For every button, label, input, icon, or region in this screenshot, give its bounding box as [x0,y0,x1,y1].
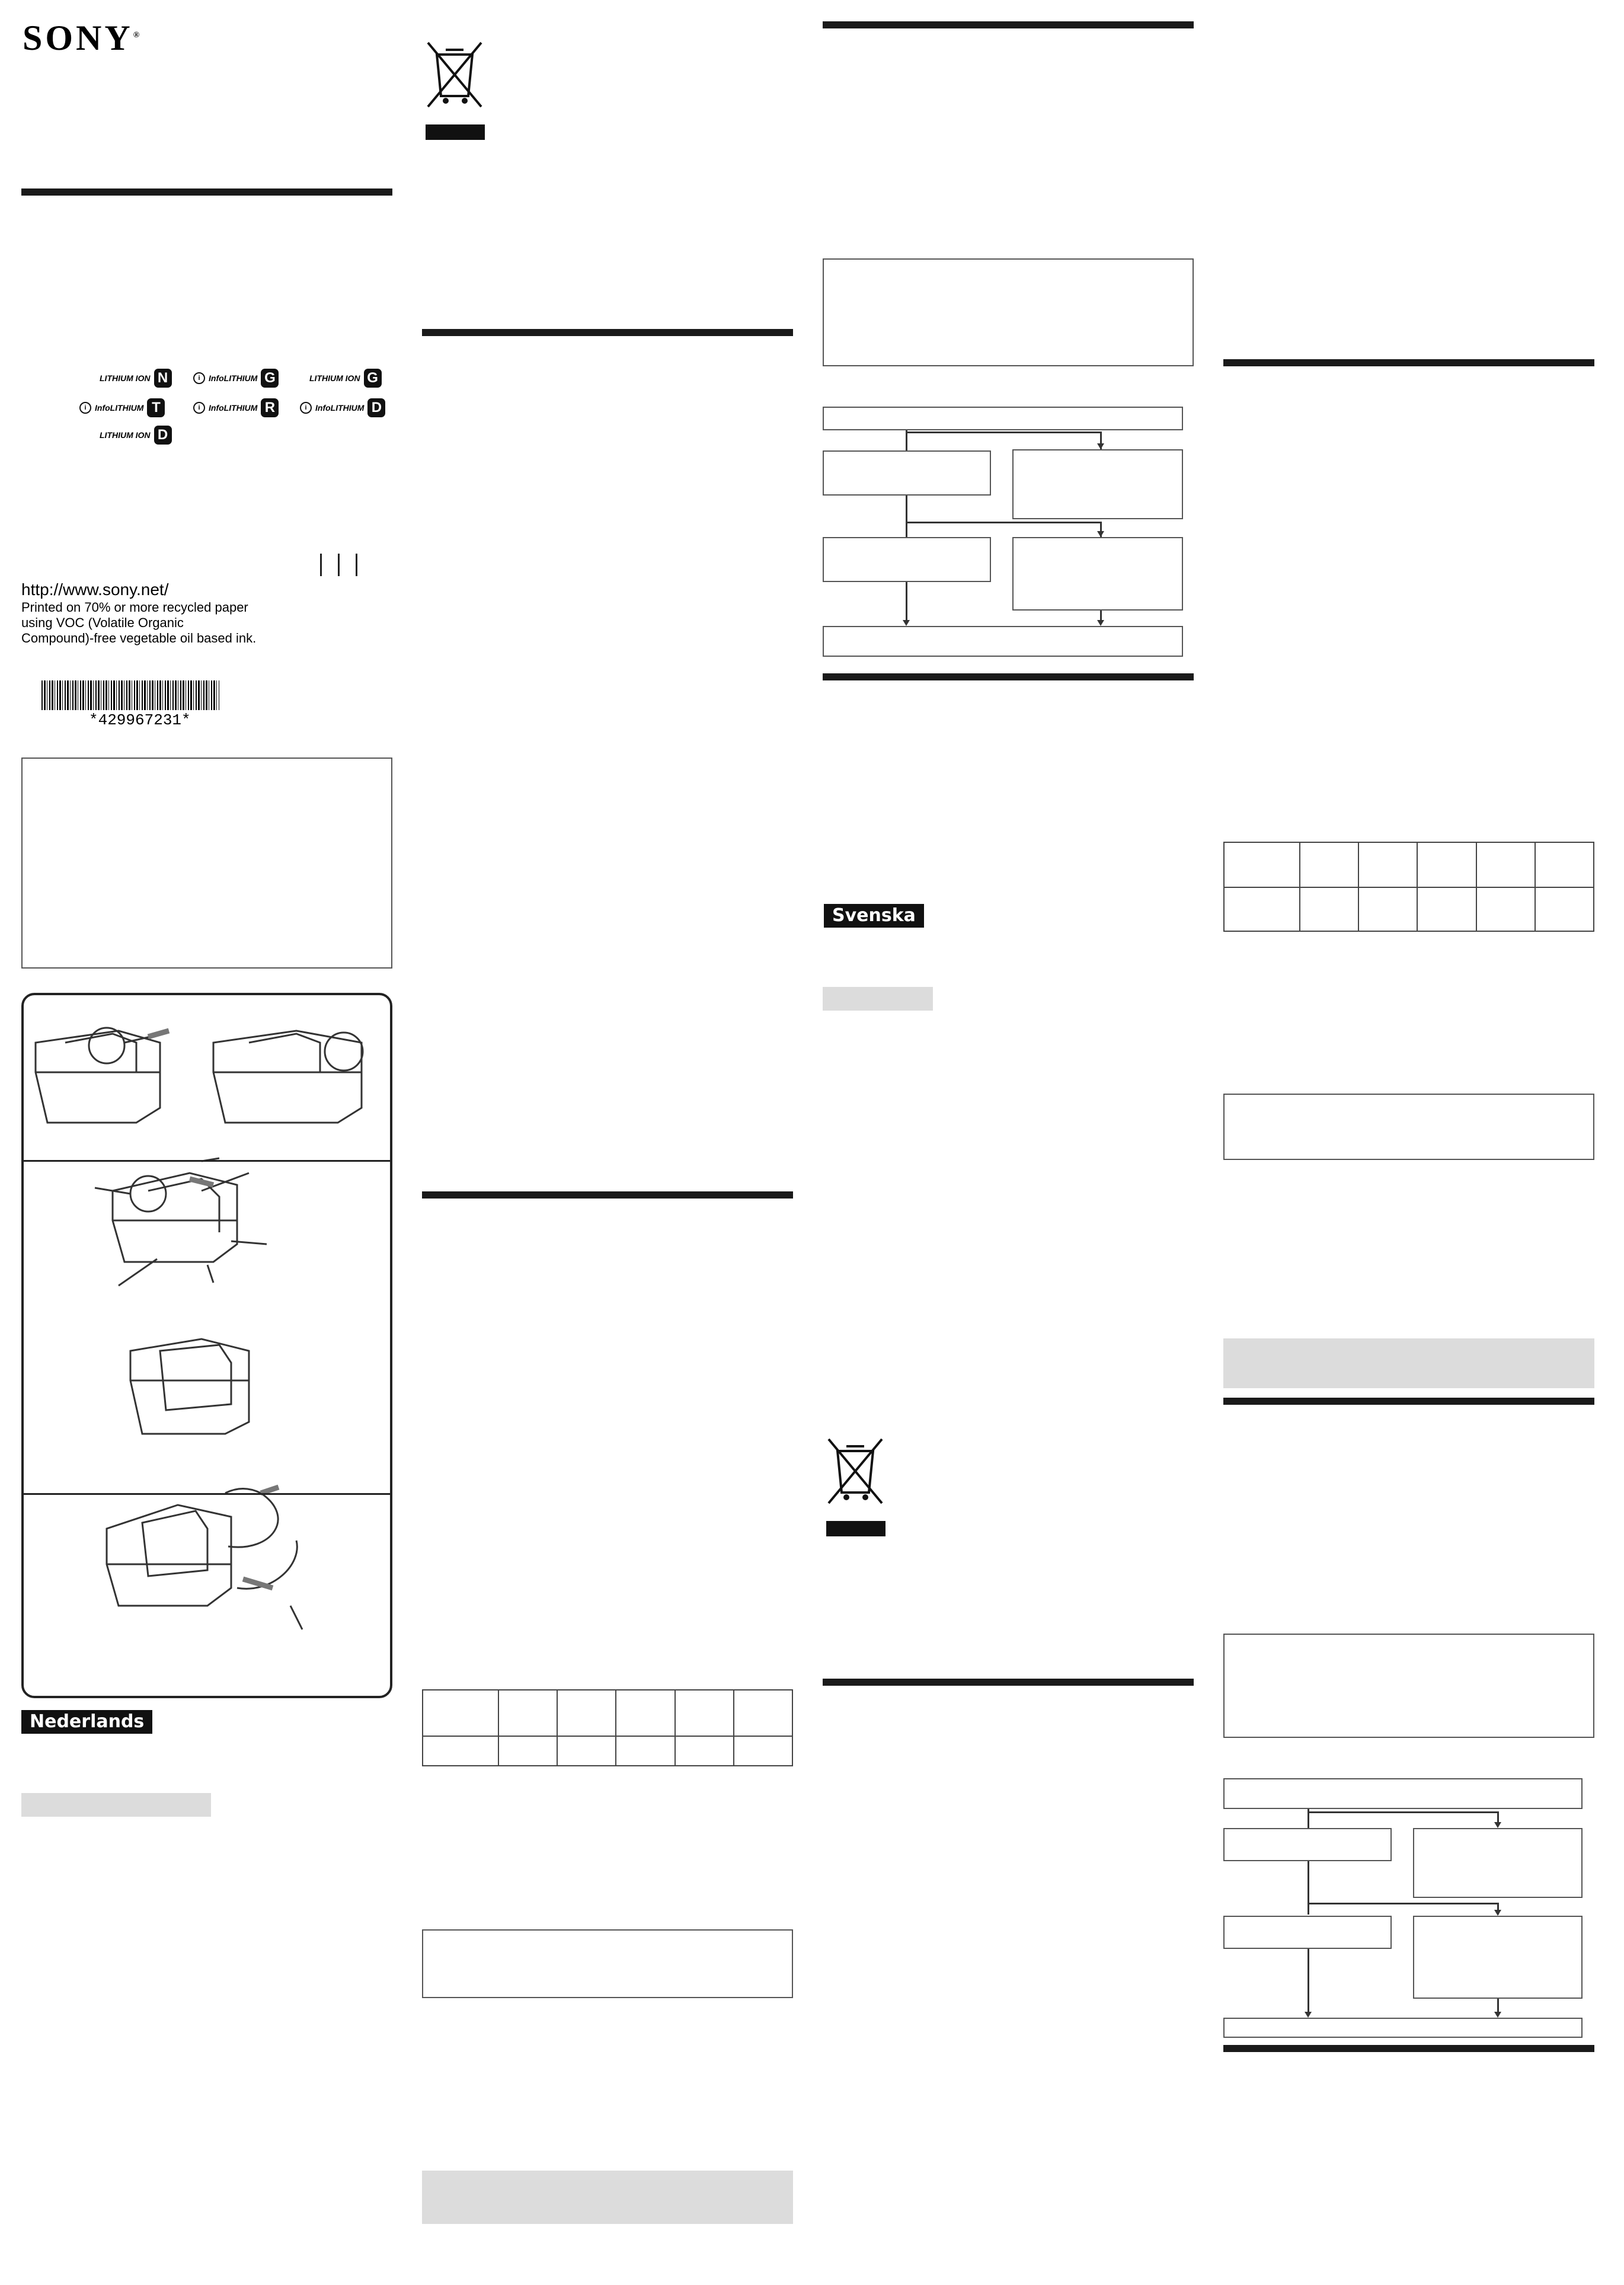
language-header-dutch: Nederlands [21,1710,152,1734]
recycled-paper-note: Printed on 70% or more recycled paper using VOC (Volatile Organic Compound)-free vegetable oil based ink. [21,600,257,645]
flow-step [1223,1916,1392,1949]
flow-step-start [1223,1778,1583,1809]
note-box [422,1929,793,1998]
charger-illustration-panel [21,993,392,1698]
section-rule [422,329,793,336]
shaded-note [1223,1338,1594,1388]
section-rule [823,1679,1194,1686]
flow-step [1012,537,1183,611]
mark-bar [338,554,340,576]
battery-badge-5: i InfoLITHIUM R [193,398,279,417]
charger-illustrations [24,995,390,1696]
flow-step [1413,1828,1583,1898]
title-rule [21,188,392,196]
weee-bar [826,1521,885,1536]
section-rule [823,673,1194,680]
language-header-swedish: Svenska [824,904,924,928]
flow-step-end [823,626,1183,657]
barcode-number: *429967231* [89,711,191,729]
flow-step-start [823,407,1183,430]
flow-step [1012,449,1183,519]
battery-badge-7: LITHIUM ION D [100,426,172,445]
barcode [41,680,219,710]
crossed-out-bin-icon [422,37,487,114]
section-heading-bar [823,987,933,1011]
specification-table [1223,842,1594,932]
info-icon: i [79,402,91,414]
website-url: http://www.sony.net/ [21,580,169,599]
section-rule [1223,2045,1594,2052]
section-rule [422,1191,793,1199]
info-icon: i [193,402,205,414]
mark-bar [320,554,322,576]
battery-badge-1: LITHIUM ION N [100,369,172,388]
panel-separator [24,1160,390,1162]
info-icon: i [300,402,312,414]
flow-step [823,537,991,582]
sony-logo: SONY® [23,18,140,57]
flow-step [823,450,991,496]
battery-badge-3: LITHIUM ION G [309,369,382,388]
weee-bar [426,124,485,140]
notice-box [21,758,392,969]
shaded-note [422,2171,793,2224]
section-rule [1223,1398,1594,1405]
mark-bar [356,554,357,576]
section-heading-bar [21,1793,211,1817]
flow-step [1413,1916,1583,1999]
flow-step [1223,1828,1392,1861]
battery-badge-6: i InfoLITHIUM D [300,398,385,417]
info-icon: i [193,372,205,384]
crossed-out-bin-icon [823,1433,888,1510]
flow-step-end [1223,2018,1583,2038]
specification-table [422,1689,793,1766]
section-rule [823,21,1194,28]
battery-badge-2: i InfoLITHIUM G [193,369,279,388]
battery-badge-4: i InfoLITHIUM T [79,398,165,417]
note-box [1223,1094,1594,1160]
notice-box [823,258,1194,366]
panel-separator [24,1493,390,1495]
notice-box [1223,1634,1594,1738]
section-rule [1223,359,1594,366]
